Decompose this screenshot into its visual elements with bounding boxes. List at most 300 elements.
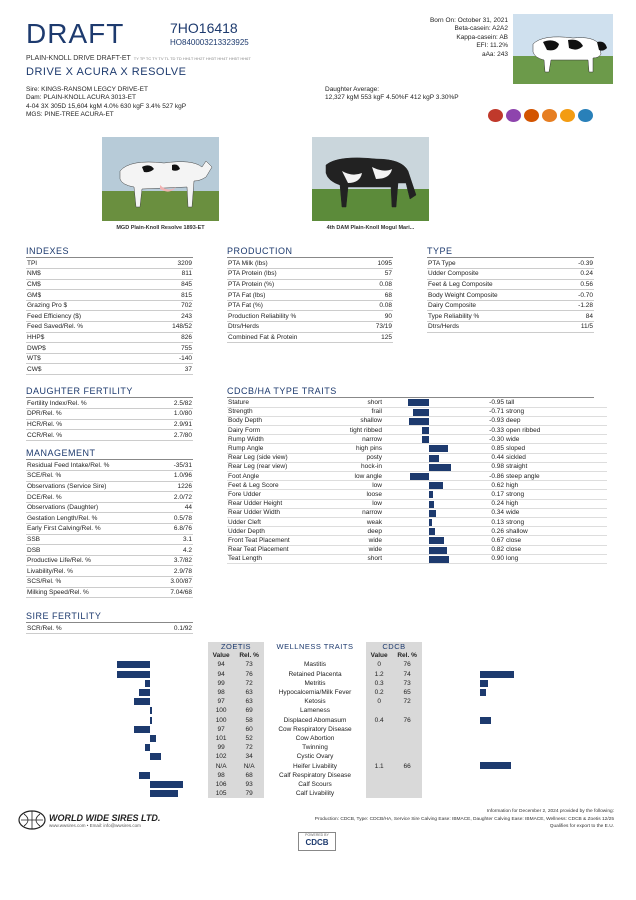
trait-name: Strength xyxy=(227,407,319,416)
trait-high-label: wide xyxy=(505,435,607,444)
zoetis-bar-cell xyxy=(92,716,208,725)
wellness-trait-name: Metritis xyxy=(304,679,326,687)
wellness-trait-name: Calf Scours xyxy=(298,780,332,788)
fertility-icon xyxy=(524,109,539,122)
production-section xyxy=(227,246,393,343)
trait-name: Udder Depth xyxy=(227,527,319,536)
zoetis-value: 99 xyxy=(208,679,234,688)
type-value: -1.28 xyxy=(562,300,594,311)
zoetis-value: 100 xyxy=(208,716,234,725)
cdcb-value: 1.2 xyxy=(366,670,392,679)
trait-high-label: sickled xyxy=(505,453,607,462)
management-value: 6.8/76 xyxy=(156,524,193,535)
trait-name: Stature xyxy=(227,398,319,407)
photo-4th-dam xyxy=(312,137,429,237)
a2-icon xyxy=(488,109,503,122)
trait-high-label: close xyxy=(505,536,607,545)
cdcb-value xyxy=(366,734,392,743)
cdcb-bar-cell xyxy=(422,688,548,697)
mgd-cow-image xyxy=(102,137,219,221)
management-label: Residual Feed Intake/Rel. % xyxy=(26,460,156,471)
trait-high-label: long xyxy=(505,554,607,563)
wellness-section xyxy=(92,642,548,798)
type-value: 0.56 xyxy=(562,279,594,290)
type-row xyxy=(427,322,594,333)
trait-high-label: high xyxy=(505,481,607,490)
production-row xyxy=(227,290,393,301)
cdcb-rel: 72 xyxy=(392,697,422,706)
logo-subtext: www.wwsires.com • Email: info@wwsires.com xyxy=(49,822,141,828)
production-row xyxy=(227,258,393,269)
index-value: 3209 xyxy=(147,258,193,269)
management-value: 44 xyxy=(156,502,193,513)
trait-name: Rump Angle xyxy=(227,444,319,453)
zoetis-rel: 93 xyxy=(234,780,264,789)
cdcb-value xyxy=(366,771,392,780)
management-label: Milking Speed/Rel. % xyxy=(26,587,156,598)
trait-name: Rear Udder Height xyxy=(227,499,319,508)
management-row xyxy=(26,566,193,577)
wellness-row xyxy=(92,761,548,770)
cow-icon xyxy=(578,109,593,122)
cdcb-rel: 73 xyxy=(392,679,422,688)
management-label: DSB xyxy=(26,545,156,556)
fertility-value: 1.0/80 xyxy=(152,409,193,420)
trait-high-label: sloped xyxy=(505,444,607,453)
zoetis-bar xyxy=(150,735,156,742)
zoetis-bar-cell xyxy=(92,771,208,780)
index-row xyxy=(26,311,193,322)
index-label: GM$ xyxy=(26,290,147,301)
production-row xyxy=(227,279,393,290)
production-title: PRODUCTION xyxy=(227,246,393,258)
trait-bar xyxy=(429,455,439,462)
trait-value: 0.82 xyxy=(475,545,505,554)
wellness-row xyxy=(92,679,548,688)
zoetis-bar-cell xyxy=(92,670,208,679)
management-section xyxy=(26,448,193,598)
cdcb-bar xyxy=(480,671,514,678)
type-label: Dtrs/Herds xyxy=(427,322,562,333)
index-value: 811 xyxy=(147,269,193,280)
zoetis-value: 101 xyxy=(208,734,234,743)
cdcb-rel: 76 xyxy=(392,716,422,725)
cdcb-bar xyxy=(480,689,486,696)
cdcb-rel: 76 xyxy=(392,660,422,669)
type-table xyxy=(427,258,594,333)
trait-value: -0.30 xyxy=(475,435,505,444)
trait-high-label: close xyxy=(505,545,607,554)
trait-low-label: narrow xyxy=(319,508,383,517)
zoetis-value: N/A xyxy=(208,761,234,770)
trait-bar-cell xyxy=(383,453,475,462)
trait-low-label: low xyxy=(319,499,383,508)
index-value: 148/52 xyxy=(147,322,193,333)
bull-code: 7HO16418 xyxy=(170,20,238,36)
index-value: 37 xyxy=(147,364,193,375)
management-label: SCS/Rel. % xyxy=(26,577,156,588)
fertility-label: DPR/Rel. % xyxy=(26,409,152,420)
wellness-trait-name: Retained Placenta xyxy=(288,670,342,678)
badge-draft: DRAFT xyxy=(26,18,125,49)
trait-bar xyxy=(409,418,429,425)
production-row xyxy=(227,300,393,311)
zoetis-value: 105 xyxy=(208,789,234,798)
management-table xyxy=(26,460,193,598)
wellness-title: WELLNESS TRAITS xyxy=(276,642,354,652)
type-title: TYPE xyxy=(427,246,594,258)
cdcb-bar-cell xyxy=(422,771,548,780)
index-label: NM$ xyxy=(26,269,147,280)
photo-mgd xyxy=(102,137,219,237)
trait-low-label: weak xyxy=(319,517,383,526)
type-label: PTA Type xyxy=(427,258,562,269)
zoetis-value: 106 xyxy=(208,780,234,789)
zoetis-bar-cell xyxy=(92,706,208,715)
wellness-row xyxy=(92,725,548,734)
cdcb-value: 0 xyxy=(366,697,392,706)
trait-row xyxy=(227,398,607,407)
trait-row xyxy=(227,508,607,517)
trait-value: -0.71 xyxy=(475,407,505,416)
zoetis-value: 94 xyxy=(208,660,234,669)
cdcb-bar-cell xyxy=(422,697,548,706)
trait-bar xyxy=(429,547,447,554)
index-value: 826 xyxy=(147,332,193,343)
cdcb-header: CDCB xyxy=(366,642,422,651)
cdcb-rel: 74 xyxy=(392,670,422,679)
index-label: Feed Saved/Rel. % xyxy=(26,322,147,333)
cdcb-bar-cell xyxy=(422,716,548,725)
index-label: Feed Efficiency ($) xyxy=(26,311,147,322)
zoetis-value-header: Value xyxy=(208,651,234,660)
trait-high-label: high xyxy=(505,499,607,508)
trait-name: Feet & Leg Score xyxy=(227,481,319,490)
trait-bar-cell xyxy=(383,527,475,536)
trait-bar xyxy=(429,556,449,563)
trait-value: 0.34 xyxy=(475,508,505,517)
production-row xyxy=(227,322,393,333)
management-value: 3.7/82 xyxy=(156,555,193,566)
trait-low-label: low xyxy=(319,481,383,490)
index-value: -140 xyxy=(147,353,193,364)
trait-low-label: deep xyxy=(319,527,383,536)
trait-value: -0.93 xyxy=(475,416,505,425)
wellness-row xyxy=(92,752,548,761)
full-name: PLAIN-KNOLL DRIVE DRAFT-ET TY TP TC TY TV TL TD TD HH1T HH2T HH3T HH4T HH5T HH6T xyxy=(26,55,251,62)
index-row xyxy=(26,269,193,280)
production-label: PTA Protein (%) xyxy=(227,279,359,290)
trait-name: Rear Udder Width xyxy=(227,508,319,517)
trait-bar-cell xyxy=(383,407,475,416)
type-traits-title: CDCB/HA TYPE TRAITS xyxy=(227,386,594,398)
zoetis-bar xyxy=(139,689,150,696)
4th-dam-cow-image xyxy=(312,137,429,221)
management-label: Gestation Length/Rel. % xyxy=(26,513,156,524)
trait-bar xyxy=(429,482,443,489)
zoetis-bar xyxy=(145,680,151,687)
cdcb-bar-cell xyxy=(422,743,548,752)
wellness-trait-name: Cow Respiratory Disease xyxy=(278,725,352,733)
trait-row xyxy=(227,435,607,444)
zoetis-value: 102 xyxy=(208,752,234,761)
trait-value: -0.33 xyxy=(475,426,505,435)
trait-row xyxy=(227,481,607,490)
trait-icons xyxy=(488,109,593,122)
trait-high-label: open ribbed xyxy=(505,426,607,435)
trait-bar-cell xyxy=(383,481,475,490)
trait-low-label: wide xyxy=(319,545,383,554)
cdcb-value: 0.4 xyxy=(366,716,392,725)
cdcb-bar xyxy=(480,762,511,769)
wellness-icon xyxy=(542,109,557,122)
indexes-section xyxy=(26,246,193,375)
management-row xyxy=(26,492,193,503)
management-row xyxy=(26,502,193,513)
bull-photo xyxy=(513,14,613,84)
zoetis-value: 97 xyxy=(208,697,234,706)
trait-low-label: narrow xyxy=(319,435,383,444)
index-value: 815 xyxy=(147,290,193,301)
trait-value: 0.13 xyxy=(475,517,505,526)
zoetis-bar-cell xyxy=(92,734,208,743)
trait-row xyxy=(227,517,607,526)
management-value: 3.00/87 xyxy=(156,577,193,588)
trait-row xyxy=(227,453,607,462)
production-value: 57 xyxy=(359,269,393,280)
trait-name: Front Teat Placement xyxy=(227,536,319,545)
index-label: Grazing Pro $ xyxy=(26,300,147,311)
zoetis-bar-cell xyxy=(92,660,208,669)
photo-caption-mgd: MGD Plain-Knoll Resolve 1893-ET xyxy=(116,225,205,231)
trait-high-label: tall xyxy=(505,398,607,407)
trait-high-label: straight xyxy=(505,462,607,471)
trait-row xyxy=(227,545,607,554)
production-label: PTA Protein (lbs) xyxy=(227,269,359,280)
zoetis-rel: 79 xyxy=(234,789,264,798)
cdcb-bar-cell xyxy=(422,789,548,798)
type-value: -0.39 xyxy=(562,258,594,269)
type-row xyxy=(427,290,594,301)
zoetis-value: 97 xyxy=(208,725,234,734)
management-row xyxy=(26,471,193,482)
trait-value: 0.24 xyxy=(475,499,505,508)
trait-bar xyxy=(422,427,429,434)
trait-row xyxy=(227,416,607,425)
zoetis-value: 98 xyxy=(208,688,234,697)
zoetis-rel: 58 xyxy=(234,716,264,725)
zoetis-rel: 63 xyxy=(234,688,264,697)
management-value: 1226 xyxy=(156,481,193,492)
zoetis-bar-cell xyxy=(92,752,208,761)
index-value: 702 xyxy=(147,300,193,311)
cdcb-value xyxy=(366,780,392,789)
trait-low-label: loose xyxy=(319,490,383,499)
trait-name: Rear Leg (side view) xyxy=(227,453,319,462)
cdcb-bar-cell xyxy=(422,679,548,688)
type-row xyxy=(427,300,594,311)
trait-bar-cell xyxy=(383,545,475,554)
trait-bar xyxy=(429,537,444,544)
logo-text: WORLD WIDE SIRES LTD. xyxy=(49,812,161,823)
sire-fertility-value: 0.1/92 xyxy=(134,623,193,634)
wellness-table xyxy=(92,642,548,798)
trait-low-label: low angle xyxy=(319,472,383,481)
fertility-label: CCR/Rel. % xyxy=(26,430,152,441)
wellness-trait-name: Calf Livability xyxy=(295,790,335,798)
type-traits-table xyxy=(227,398,607,564)
production-table xyxy=(227,258,393,343)
cdcb-value xyxy=(366,789,392,798)
cdcb-value-header: Value xyxy=(366,651,392,660)
management-label: SCE/Rel. % xyxy=(26,471,156,482)
zoetis-rel: N/A xyxy=(234,761,264,770)
trait-name: Udder Cleft xyxy=(227,517,319,526)
trait-low-label: shallow xyxy=(319,416,383,425)
trait-bar-cell xyxy=(383,517,475,526)
zoetis-bar xyxy=(117,661,150,668)
zoetis-rel: 69 xyxy=(234,706,264,715)
zoetis-rel: 72 xyxy=(234,743,264,752)
zoetis-rel: 60 xyxy=(234,725,264,734)
zoetis-bar xyxy=(134,726,151,733)
index-label: HHP$ xyxy=(26,332,147,343)
production-value: 0.08 xyxy=(359,300,393,311)
fertility-row xyxy=(26,409,193,420)
wellness-trait-name: Mastitis xyxy=(303,661,327,669)
production-value: 73/19 xyxy=(359,322,393,333)
trait-bar xyxy=(429,491,433,498)
fertility-row xyxy=(26,398,193,409)
management-row xyxy=(26,460,193,471)
production-label: PTA Fat (%) xyxy=(227,300,359,311)
trait-low-label: posty xyxy=(319,453,383,462)
trait-row xyxy=(227,407,607,416)
trait-row xyxy=(227,554,607,563)
trait-bar-cell xyxy=(383,472,475,481)
production-label: PTA Fat (lbs) xyxy=(227,290,359,301)
sire-info: Sire: KINGS-RANSOM LEGCY DRIVE-ET Dam: PLAIN-KNOLL ACURA 3013-ET 4-04 3X 305D 15,604 kgM 4.0% 630 kgF 3.4% 527 kgP MGS: PINE-TREE ACURA-ET xyxy=(26,86,187,119)
zoetis-rel: 68 xyxy=(234,771,264,780)
trait-bar-cell xyxy=(383,398,475,407)
trait-low-label: hock-in xyxy=(319,462,383,471)
wellness-trait-name: Cystic Ovary xyxy=(296,753,334,761)
trait-bar-cell xyxy=(383,508,475,517)
zoetis-rel-header: Rel. % xyxy=(234,651,264,660)
wellness-trait-name: Hypocalcemia/Milk Fever xyxy=(278,689,352,697)
wellness-row xyxy=(92,716,548,725)
cdcb-rel xyxy=(392,780,422,789)
index-row xyxy=(26,343,193,354)
production-label: Combined Fat & Protein xyxy=(227,332,359,343)
cdcb-rel xyxy=(392,789,422,798)
management-label: Early First Calving/Rel. % xyxy=(26,524,156,535)
fertility-table xyxy=(26,398,193,441)
polled-icon xyxy=(506,109,521,122)
cdcb-value: 0 xyxy=(366,660,392,669)
trait-bar-cell xyxy=(383,554,475,563)
globe-icon xyxy=(18,810,46,830)
index-label: TPI xyxy=(26,258,147,269)
management-title: MANAGEMENT xyxy=(26,448,193,460)
zoetis-bar xyxy=(150,781,183,788)
index-label: DWP$ xyxy=(26,343,147,354)
sire-fertility-section xyxy=(26,611,193,634)
trait-bar-cell xyxy=(383,435,475,444)
management-label: SSB xyxy=(26,534,156,545)
management-row xyxy=(26,534,193,545)
zoetis-bar xyxy=(150,790,178,797)
trait-value: 0.17 xyxy=(475,490,505,499)
sire-fertility-table xyxy=(26,623,193,634)
trait-bar xyxy=(429,501,434,508)
index-row xyxy=(26,300,193,311)
trait-value: 0.85 xyxy=(475,444,505,453)
trait-row xyxy=(227,444,607,453)
wellness-trait-name: Lameness xyxy=(300,707,330,715)
index-row xyxy=(26,258,193,269)
trait-value: 0.98 xyxy=(475,462,505,471)
management-value: 2.0/72 xyxy=(156,492,193,503)
trait-bar xyxy=(429,445,448,452)
index-row xyxy=(26,290,193,301)
management-row xyxy=(26,513,193,524)
trait-high-label: strong xyxy=(505,517,607,526)
zoetis-rel: 76 xyxy=(234,670,264,679)
zoetis-bar-cell xyxy=(92,697,208,706)
type-row xyxy=(427,311,594,322)
trait-name: Fore Udder xyxy=(227,490,319,499)
index-value: 845 xyxy=(147,279,193,290)
cdcb-value: 1.1 xyxy=(366,761,392,770)
cdcb-value xyxy=(366,743,392,752)
wellness-trait-name: Calf Respiratory Disease xyxy=(279,771,351,779)
type-value: 11/5 xyxy=(562,322,594,333)
management-value: -35/31 xyxy=(156,460,193,471)
zoetis-rel: 63 xyxy=(234,697,264,706)
production-row xyxy=(227,311,393,322)
cdcb-bar-cell xyxy=(422,660,548,669)
feed-icon xyxy=(560,109,575,122)
trait-bar-cell xyxy=(383,499,475,508)
trait-value: 0.62 xyxy=(475,481,505,490)
management-row xyxy=(26,577,193,588)
registration-number: HO840003213323925 xyxy=(170,38,249,47)
index-value: 755 xyxy=(147,343,193,354)
trait-bar-cell xyxy=(383,416,475,425)
birth-info: Born On: October 31, 2021 Beta-casein: A2A2 Kappa-casein: AB EFI: 11.2% aAa: 243 xyxy=(429,17,508,58)
trait-bar xyxy=(410,473,429,480)
fertility-value: 2.7/80 xyxy=(152,430,193,441)
wellness-trait-name: Ketosis xyxy=(304,698,326,706)
trait-value: 0.26 xyxy=(475,527,505,536)
trait-name: Rear Teat Placement xyxy=(227,545,319,554)
trait-name: Teat Length xyxy=(227,554,319,563)
zoetis-rel: 73 xyxy=(234,660,264,669)
zoetis-bar xyxy=(150,717,152,724)
cdcb-rel xyxy=(392,706,422,715)
wellness-trait-name: Cow Abortion xyxy=(295,734,335,742)
fertility-title: DAUGHTER FERTILITY xyxy=(26,386,193,398)
production-row xyxy=(227,269,393,280)
management-label: Livability/Rel. % xyxy=(26,566,156,577)
management-label: Observations (Service Sire) xyxy=(26,481,156,492)
cdcb-rel xyxy=(392,743,422,752)
zoetis-bar-cell xyxy=(92,780,208,789)
zoetis-value: 100 xyxy=(208,706,234,715)
cdcb-bar-cell xyxy=(422,752,548,761)
wellness-row xyxy=(92,697,548,706)
